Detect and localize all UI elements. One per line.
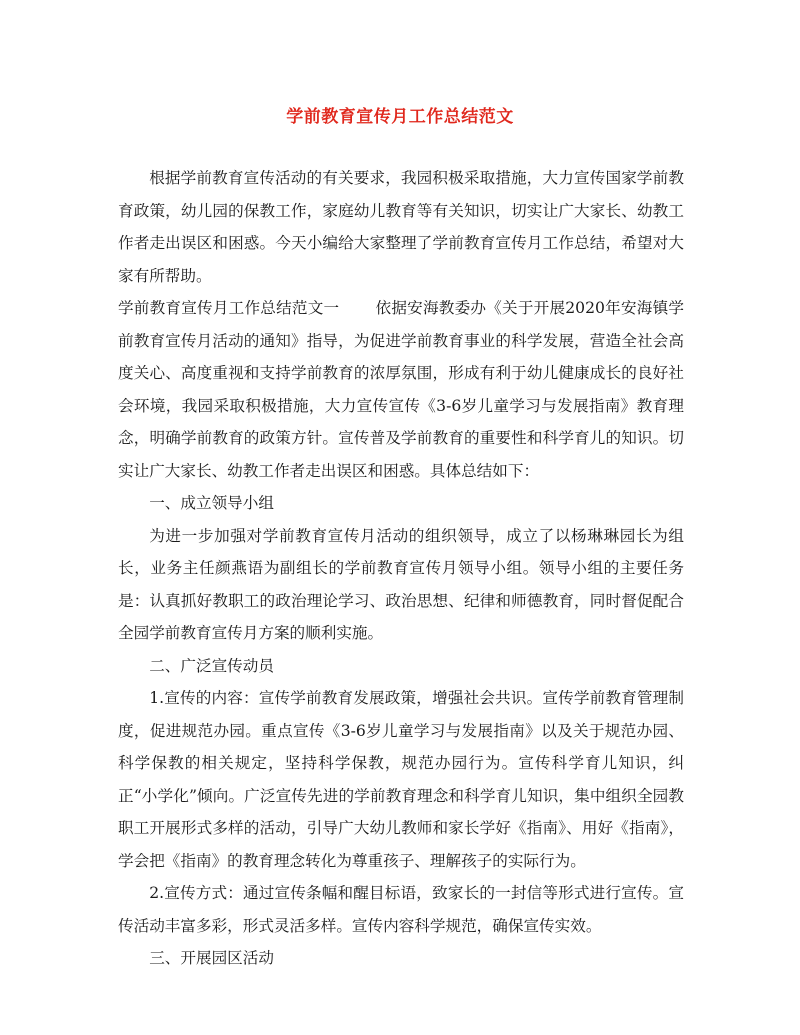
publicity-method-paragraph: 2.宣传方式：通过宣传条幅和醒目标语，致家长的一封信等形式进行宣传。宣传活动丰富多彩，形式灵活多样。宣传内容科学规范，确保宣传实效。 — [118, 884, 684, 935]
section-heading: 学前教育宣传月工作总结范文一 — [118, 299, 340, 317]
document-body — [118, 162, 684, 975]
section-text: 依据安海教委办《关于开展2020年安海镇学前教育宣传月活动的通知》指导，为促进学前教育事业的科学发展，营造全社会高度关心、高度重视和支持学前教育的浓厚氛围，形成有利于幼儿健康成长的良好社会环境，我园采取积极措施，大力宣传宣传《3-6岁儿童学习与发展指南》教育理念，明确学前教育的政策方针。宣传普及学前教育的重要性和科学育儿的知识。切实让广大家长、幼教工作者走出误区和困惑。具体总结如下： — [118, 299, 684, 480]
publicity-content-paragraph: 1.宣传的内容：宣传学前教育发展政策，增强社会共识。宣传学前教育管理制度，促进规范办园。重点宣传《3-6岁儿童学习与发展指南》以及关于规范办园、科学保教的相关规定，坚持科学保教，规范办园行为。宣传科学育儿知识，纠正“小学化”倾向。广泛宣传先进的学前教育理念和科学育儿知识，集中组织全园教职工开展形式多样的活动，引导广大幼儿教师和家长学好《指南》、用好《指南》，学会把《指南》的教育理念转化为尊重孩子、理解孩子的实际行为。 — [118, 689, 684, 870]
heading-publicity: 二、广泛宣传动员 — [149, 656, 274, 675]
section-paragraph — [118, 292, 684, 487]
heading-leadership: 一、成立领导小组 — [149, 494, 274, 512]
heading-activities: 三、开展园区活动 — [149, 949, 274, 967]
document-title: 学前教育宣传月工作总结范文 — [286, 107, 514, 127]
leadership-paragraph: 为进一步加强对学前教育宣传月活动的组织领导，成立了以杨琳琳园长为组长，业务主任颜燕语为副组长的学前教育宣传月领导小组。领导小组的主要任务是：认真抓好教职工的政治理论学习、政治思想、纪律和师德教育，同时督促配合全园学前教育宣传月方案的顺利实施。 — [118, 526, 684, 642]
intro-paragraph: 根据学前教育宣传活动的有关要求，我园积极采取措施，大力宣传国家学前教育政策，幼儿园的保教工作，家庭幼儿教育等有关知识，切实让广大家长、幼教工作者走出误区和困惑。今天小编给大家整理了学前教育宣传月工作总结，希望对大家有所帮助。 — [118, 169, 684, 285]
